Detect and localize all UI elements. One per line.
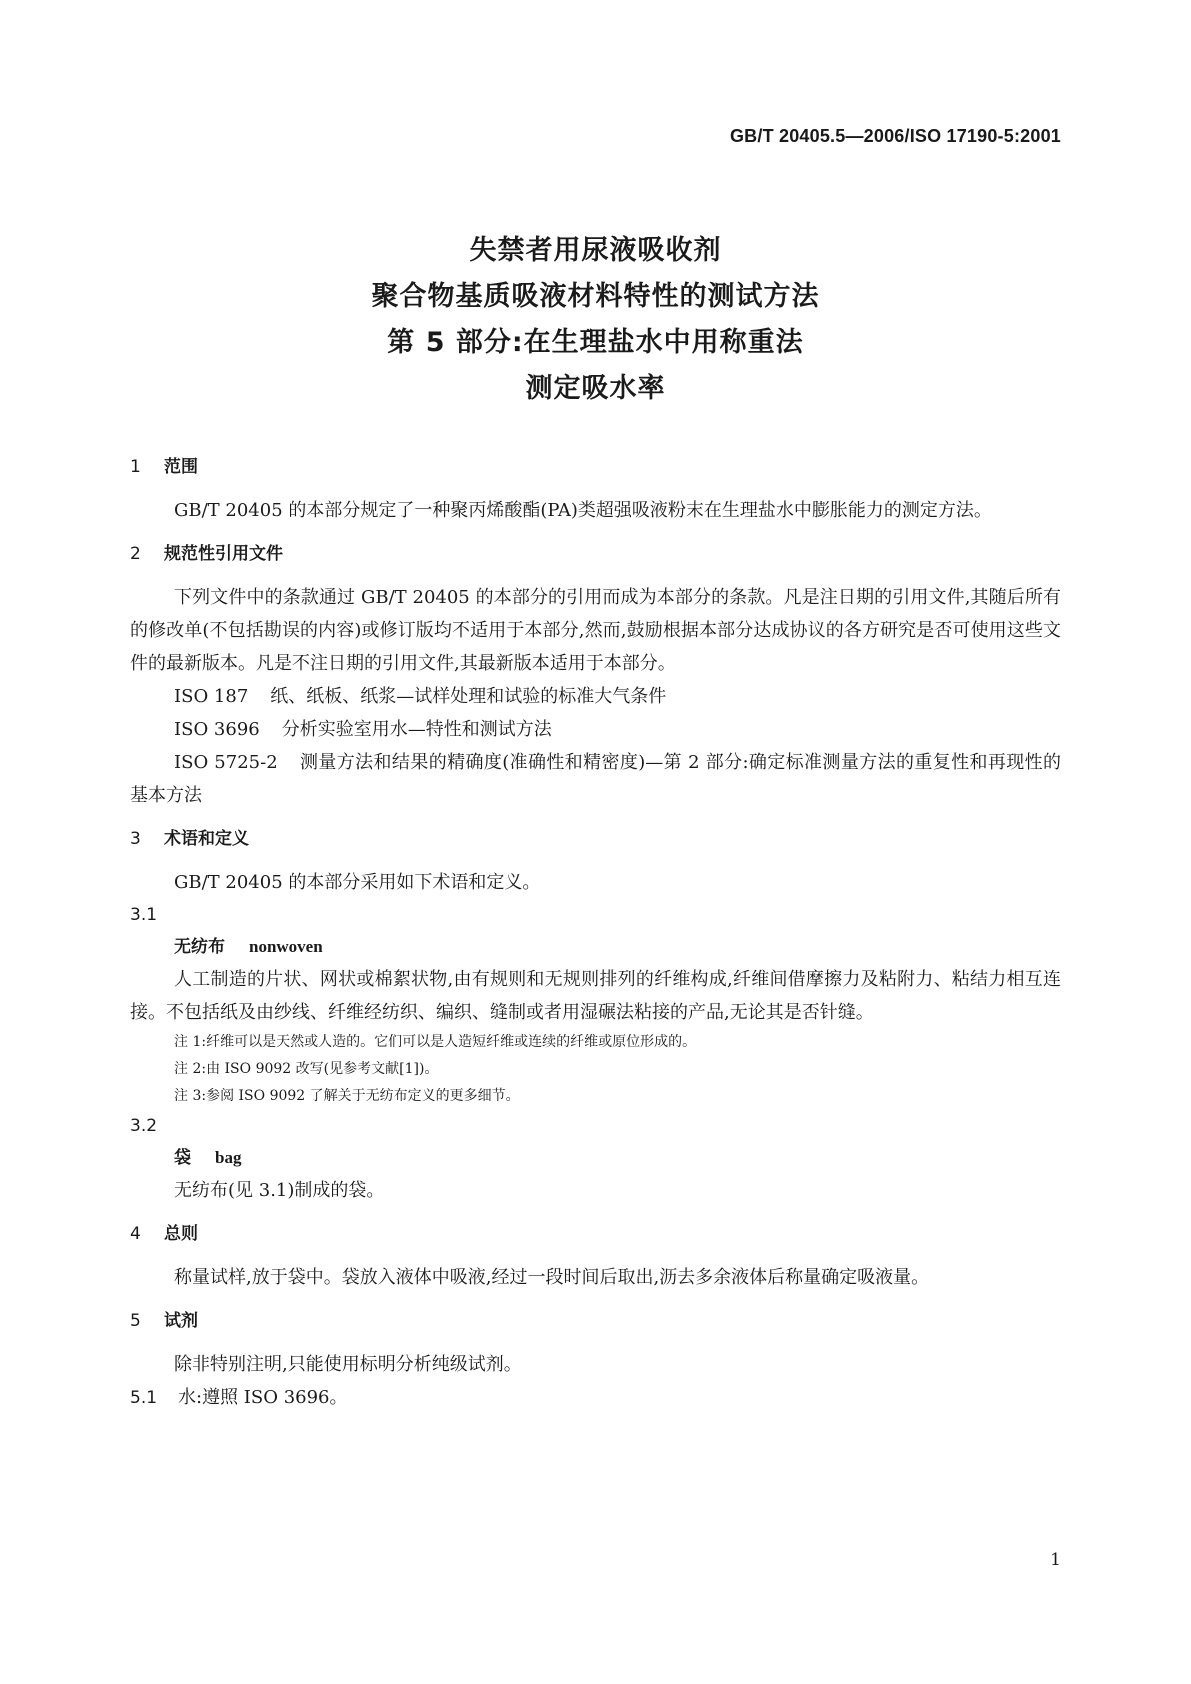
reference-item bbox=[130, 680, 1061, 713]
section-number: 1 bbox=[130, 457, 141, 477]
document-title bbox=[0, 228, 1191, 412]
section-heading-general bbox=[130, 1219, 1061, 1249]
section-title: 总则 bbox=[164, 1224, 198, 1244]
term-english: nonwoven bbox=[249, 937, 323, 956]
section-heading-reagents bbox=[130, 1306, 1061, 1336]
title-line-2: 聚合物基质吸液材料特性的测试方法 bbox=[371, 281, 820, 312]
section-heading-terms bbox=[130, 824, 1061, 854]
reference-text: 分析实验室用水—特性和测试方法 bbox=[281, 719, 552, 740]
scope-paragraph: GB/T 20405 的本部分规定了一种聚丙烯酸酯(PA)类超强吸液粉末在生理盐水中膨胀能力的测定方法。 bbox=[174, 500, 992, 521]
section-title: 术语和定义 bbox=[164, 829, 249, 849]
section-number: 3 bbox=[130, 829, 141, 849]
note-3: 注 3:参阅 ISO 9092 了解关于无纺布定义的更多细节。 bbox=[174, 1088, 520, 1104]
subsection-number: 3.2 bbox=[130, 1116, 158, 1136]
section-title: 试剂 bbox=[164, 1311, 198, 1331]
general-paragraph: 称量试样,放于袋中。袋放入液体中吸液,经过一段时间后取出,沥去多余液体后称量确定吸液量。 bbox=[174, 1267, 930, 1288]
reference-item bbox=[130, 746, 1061, 812]
note-2: 注 2:由 ISO 9092 改写(见参考文献[1])。 bbox=[174, 1061, 439, 1077]
reference-code: ISO 3696 bbox=[174, 719, 260, 740]
term-chinese: 无纺布 bbox=[174, 937, 225, 957]
section-number: 2 bbox=[130, 544, 141, 564]
subsection-number: 3.1 bbox=[130, 905, 158, 925]
terms-paragraph: GB/T 20405 的本部分采用如下术语和定义。 bbox=[174, 872, 541, 893]
document-body bbox=[130, 452, 1061, 1415]
term-definition: 人工制造的片状、网状或棉絮状物,由有规则和无规则排列的纤维构成,纤维间借摩擦力及粘附力、粘结力相互连接。不包括纸及由纱线、纤维经纺织、编织、缝制或者用湿碾法粘接的产品,无论其是否针缝。 bbox=[130, 969, 1061, 1023]
section-number: 4 bbox=[130, 1224, 141, 1244]
section-heading-normative-references bbox=[130, 539, 1061, 569]
title-line-1: 失禁者用尿液吸收剂 bbox=[469, 235, 722, 266]
item-number: 5.1 bbox=[130, 1388, 158, 1408]
term-definition: 无纺布(见 3.1)制成的袋。 bbox=[174, 1180, 385, 1201]
reference-item bbox=[130, 713, 1061, 746]
reference-code: ISO 5725-2 bbox=[174, 752, 278, 773]
reference-text: 纸、纸板、纸浆—试样处理和试验的标准大气条件 bbox=[270, 686, 667, 707]
note-1: 注 1:纤维可以是天然或人造的。它们可以是人造短纤维或连续的纤维或原位形成的。 bbox=[174, 1034, 697, 1050]
term-entry bbox=[130, 1142, 1061, 1174]
term-entry bbox=[130, 931, 1061, 963]
section-title: 规范性引用文件 bbox=[164, 544, 283, 564]
title-line-4: 测定吸水率 bbox=[525, 373, 666, 404]
reagent-item bbox=[130, 1381, 1061, 1415]
reagents-paragraph: 除非特别注明,只能使用标明分析纯级试剂。 bbox=[174, 1354, 522, 1375]
standard-number: GB/T 20405.5—2006/ISO 17190-5:2001 bbox=[729, 126, 1061, 146]
term-chinese: 袋 bbox=[174, 1148, 191, 1168]
title-line-3: 第 5 部分:在生理盐水中用称重法 bbox=[387, 327, 804, 358]
section-heading-scope bbox=[130, 452, 1061, 482]
page-number: 1 bbox=[1050, 1550, 1061, 1570]
section-number: 5 bbox=[130, 1311, 141, 1331]
section-title: 范围 bbox=[164, 457, 198, 477]
item-text: 水:遵照 ISO 3696。 bbox=[178, 1387, 348, 1408]
references-paragraph: 下列文件中的条款通过 GB/T 20405 的本部分的引用而成为本部分的条款。凡是注日期的引用文件,其随后所有的修改单(不包括勘误的内容)或修订版均不适用于本部分,然而,鼓励根据本部分达成协议的各方研究是否可使用这些文件的最新版本。凡是不注日期的引用文件,其最新版本适用于本部分。 bbox=[130, 587, 1061, 674]
reference-code: ISO 187 bbox=[174, 686, 249, 707]
term-english: bag bbox=[215, 1148, 242, 1167]
reference-text: 测量方法和结果的精确度(准确性和精密度)—第 2 部分:确定标准测量方法的重复性和再现性的基本方法 bbox=[130, 752, 1061, 806]
